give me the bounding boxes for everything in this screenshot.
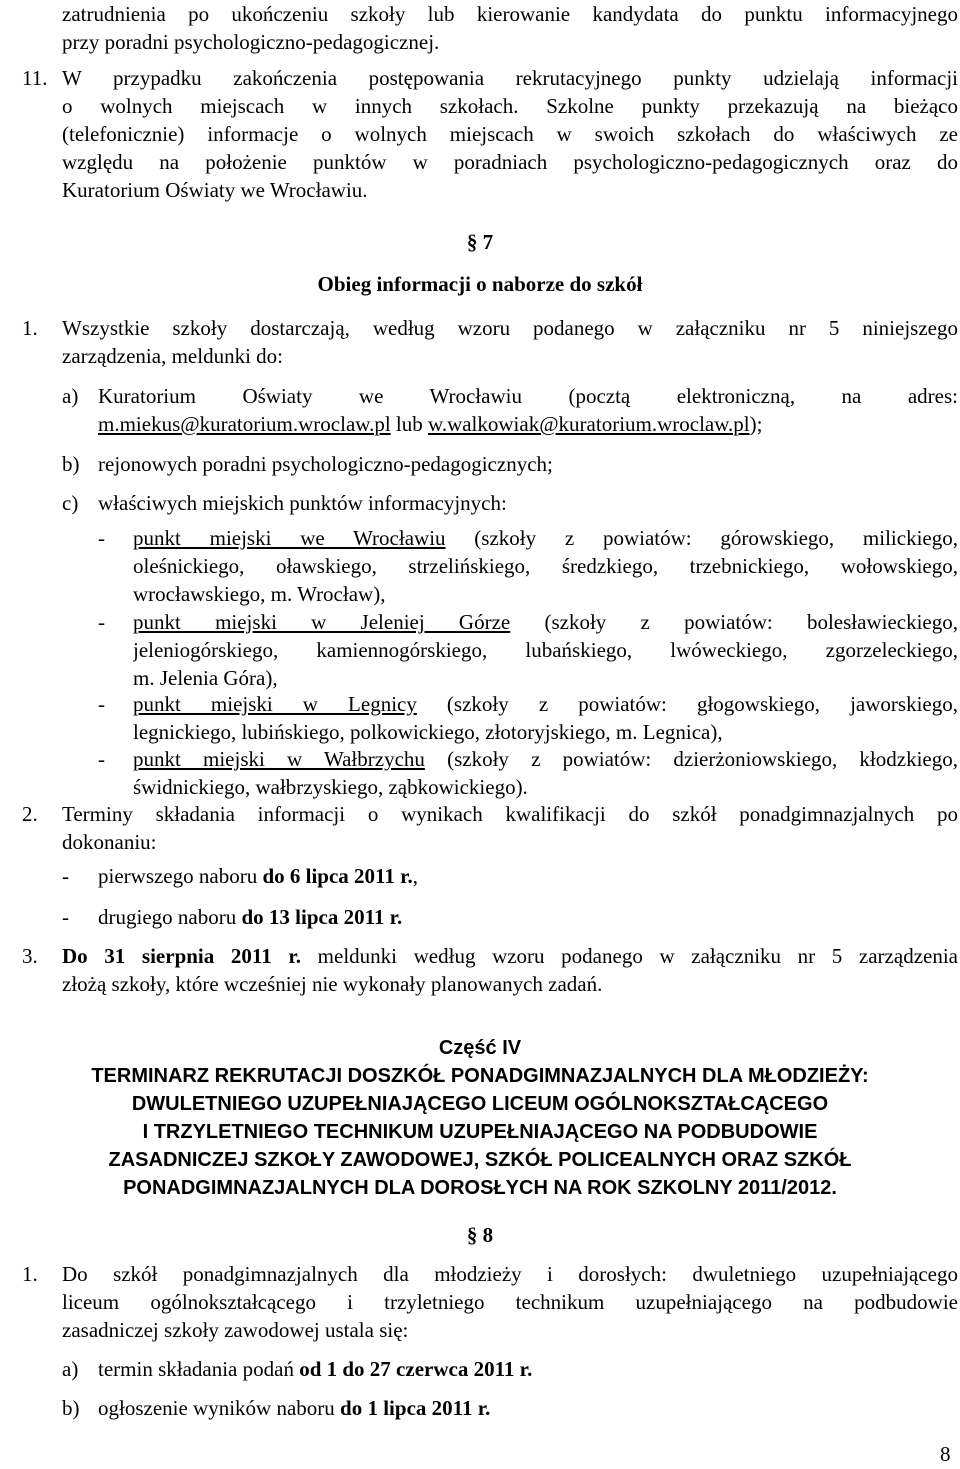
heading-line: ZASADNICZEJ SZKOŁY ZAWODOWEJ, SZKÓŁ POLICEALNYCH ORAZ SZKÓŁ	[108, 1149, 852, 1171]
paragraph-number: 3.	[22, 944, 38, 968]
paragraph-number: 1.	[22, 316, 38, 340]
underlined-term: punkt miejski we Wrocławiu	[133, 526, 446, 550]
text-line	[98, 410, 958, 438]
continuation-text	[62, 0, 958, 56]
list-item-legnica	[133, 690, 958, 746]
list-dash: -	[98, 526, 105, 550]
text-line	[98, 862, 958, 890]
heading-line: DWULETNIEGO UZUPEŁNIAJĄCEGO LICEUM OGÓLNOKSZTAŁCĄCEGO	[131, 1093, 829, 1115]
text-line: właściwych miejskich punktów informacyjnych:	[98, 491, 507, 515]
text-fragment: ogłoszenie wyników naboru	[98, 1396, 341, 1420]
list-item-walbrzych	[133, 745, 958, 801]
text-line: Wszystkie szkoły dostarczają, według wzoru podanego w załączniku nr 5 niniejszego	[62, 316, 958, 340]
text-line: W przypadku zakończenia postępowania rekrutacyjnego punkty udzielają informacji	[62, 66, 958, 90]
text-line: dokonaniu:	[62, 830, 157, 854]
text-line	[133, 690, 958, 718]
text-line: przy poradni psychologiczno-pedagogicznej.	[62, 30, 440, 54]
section-number: 8	[482, 1223, 494, 1247]
paragraph-8-1	[62, 1260, 958, 1344]
underlined-term: punkt miejski w Wałbrzychu	[133, 747, 425, 771]
underlined-term: punkt miejski w Jeleniej Górze	[133, 610, 511, 634]
part-heading	[0, 1062, 960, 1202]
text-line: zatrudnienia po ukończeniu szkoły lub kierowanie kandydata do punktu informacyjnego	[62, 2, 958, 26]
section-symbol: §	[466, 1223, 478, 1247]
text-line: legnickiego, lubińskiego, polkowickiego, złotoryjskiego, m. Legnica),	[133, 720, 723, 744]
list-item-b	[98, 450, 958, 478]
list-dash: -	[98, 692, 105, 716]
text-line	[133, 524, 958, 552]
deadline-date: Do 31 sierpnia 2011 r.	[62, 944, 302, 968]
list-dash: -	[62, 864, 69, 888]
text-line: Kuratorium Oświaty we Wrocławiu (pocztą elektroniczną, na adres:	[98, 384, 958, 408]
text-line: liceum ogólnokształcącego i trzyletniego technikum uzupełniającego na podbudowie	[62, 1290, 958, 1314]
deadline-item-1	[98, 862, 958, 890]
text-line: Terminy składania informacji o wynikach kwalifikacji do szkół ponadgimnazjalnych po	[62, 802, 958, 826]
text-fragment: drugiego naboru	[98, 905, 242, 929]
text-fragment: (szkoły z powiatów: dzierżoniowskiego, kłodzkiego,	[424, 747, 958, 771]
list-item-c	[98, 489, 958, 517]
text-line: Do szkół ponadgimnazjalnych dla młodzieży i dorosłych: dwuletniego uzupełniającego	[62, 1262, 958, 1286]
list-label: a)	[62, 384, 79, 408]
text-line: Kuratorium Oświaty we Wrocławiu.	[62, 178, 368, 202]
deadline-date: do 6 lipca 2011 r.	[262, 864, 413, 888]
text-line	[98, 1355, 958, 1383]
text-line: zasadniczej szkoły zawodowej ustala się:	[62, 1318, 409, 1342]
text-line: świdnickiego, wałbrzyskiego, ząbkowickiego).	[133, 775, 528, 799]
list-label: b)	[62, 452, 80, 476]
heading-line: I TRZYLETNIEGO TECHNIKUM UZUPEŁNIAJĄCEGO NA PODBUDOWIE	[142, 1121, 818, 1143]
deadline-item-2	[98, 903, 958, 931]
paragraph-7-1	[62, 314, 958, 370]
list-item-b	[98, 1394, 958, 1422]
text-fragment: ,	[412, 864, 419, 888]
text-line: m. Jelenia Góra),	[133, 666, 278, 690]
section-heading-7	[0, 228, 960, 256]
text-line	[62, 942, 958, 970]
section-title-text: Obieg informacji o naborze do szkół	[317, 272, 643, 296]
text-line: o wolnych miejscach w innych szkołach. Szkolne punkty przekazują na bieżąco	[62, 94, 958, 118]
email-link-2[interactable]: w.walkowiak@kuratorium.wroclaw.pl	[428, 412, 750, 436]
paragraph-number: 1.	[22, 1262, 38, 1286]
paragraph-number: 11.	[22, 66, 48, 90]
text-line: zarządzenia, meldunki do:	[62, 344, 283, 368]
text-line: (telefonicznie) informacje o wolnych miejscach w swoich szkołach do właściwych ze	[62, 122, 958, 146]
text-line	[133, 745, 958, 773]
list-label: a)	[62, 1357, 79, 1381]
list-label: b)	[62, 1396, 80, 1420]
text-line	[98, 903, 958, 931]
text-line: względu na położenie punktów w poradniach psychologiczno-pedagogicznych oraz do	[62, 150, 958, 174]
list-dash: -	[98, 610, 105, 634]
list-item-a	[98, 382, 958, 438]
deadline-date: do 13 lipca 2011 r.	[241, 905, 403, 929]
list-item-a	[98, 1355, 958, 1383]
text-line: wrocławskiego, m. Wrocław),	[133, 582, 386, 606]
text-line: rejonowych poradni psychologiczno-pedagogicznych;	[98, 452, 553, 476]
text-line	[98, 1394, 958, 1422]
list-item-jelenia-gora	[133, 608, 958, 692]
list-dash: -	[62, 905, 69, 929]
paragraph-7-3	[62, 942, 958, 998]
list-item-wroclaw	[133, 524, 958, 608]
list-dash: -	[98, 747, 105, 771]
text-fragment: lub	[390, 412, 429, 436]
text-line: oleśnickiego, oławskiego, strzelińskiego, średzkiego, trzebnickiego, wołowskiego,	[133, 554, 958, 578]
paragraph-number: 2.	[22, 802, 38, 826]
heading-line: PONADGIMNAZJALNYCH DLA DOROSŁYCH NA ROK SZKOLNY 2011/2012.	[123, 1177, 837, 1199]
text-line: jeleniogórskiego, kamiennogórskiego, lubańskiego, lwóweckiego, zgorzeleckiego,	[133, 638, 958, 662]
deadline-date: do 1 lipca 2011 r.	[340, 1396, 491, 1420]
section-number: 7	[482, 230, 494, 254]
text-fragment: );	[749, 412, 763, 436]
text-fragment: termin składania podań	[98, 1357, 300, 1381]
section-title	[0, 270, 960, 298]
text-fragment: pierwszego naboru	[98, 864, 263, 888]
underlined-term: punkt miejski w Legnicy	[133, 692, 417, 716]
text-fragment: (szkoły z powiatów: głogowskiego, jaworskiego,	[416, 692, 958, 716]
paragraph-7-2	[62, 800, 958, 856]
section-heading-8	[0, 1221, 960, 1249]
text-fragment: (szkoły z powiatów: bolesławieckiego,	[510, 610, 958, 634]
text-line	[133, 608, 958, 636]
heading-line: TERMINARZ REKRUTACJI DOSZKÓŁ PONADGIMNAZJALNYCH DLA MŁODZIEŻY:	[91, 1065, 869, 1087]
page-number: 8	[940, 1442, 951, 1466]
deadline-date: od 1 do 27 czerwca 2011 r.	[299, 1357, 533, 1381]
text-fragment: meldunki według wzoru podanego w załączniku nr 5 zarządzenia	[301, 944, 958, 968]
text-line: złożą szkoły, które wcześniej nie wykonały planowanych zadań.	[62, 972, 603, 996]
part-title: Część IV	[438, 1037, 522, 1059]
email-link-1[interactable]: m.miekus@kuratorium.wroclaw.pl	[98, 412, 391, 436]
section-symbol: §	[466, 230, 478, 254]
list-label: c)	[62, 491, 79, 515]
paragraph-11	[62, 64, 958, 204]
text-fragment: (szkoły z powiatów: górowskiego, milickiego,	[445, 526, 958, 550]
